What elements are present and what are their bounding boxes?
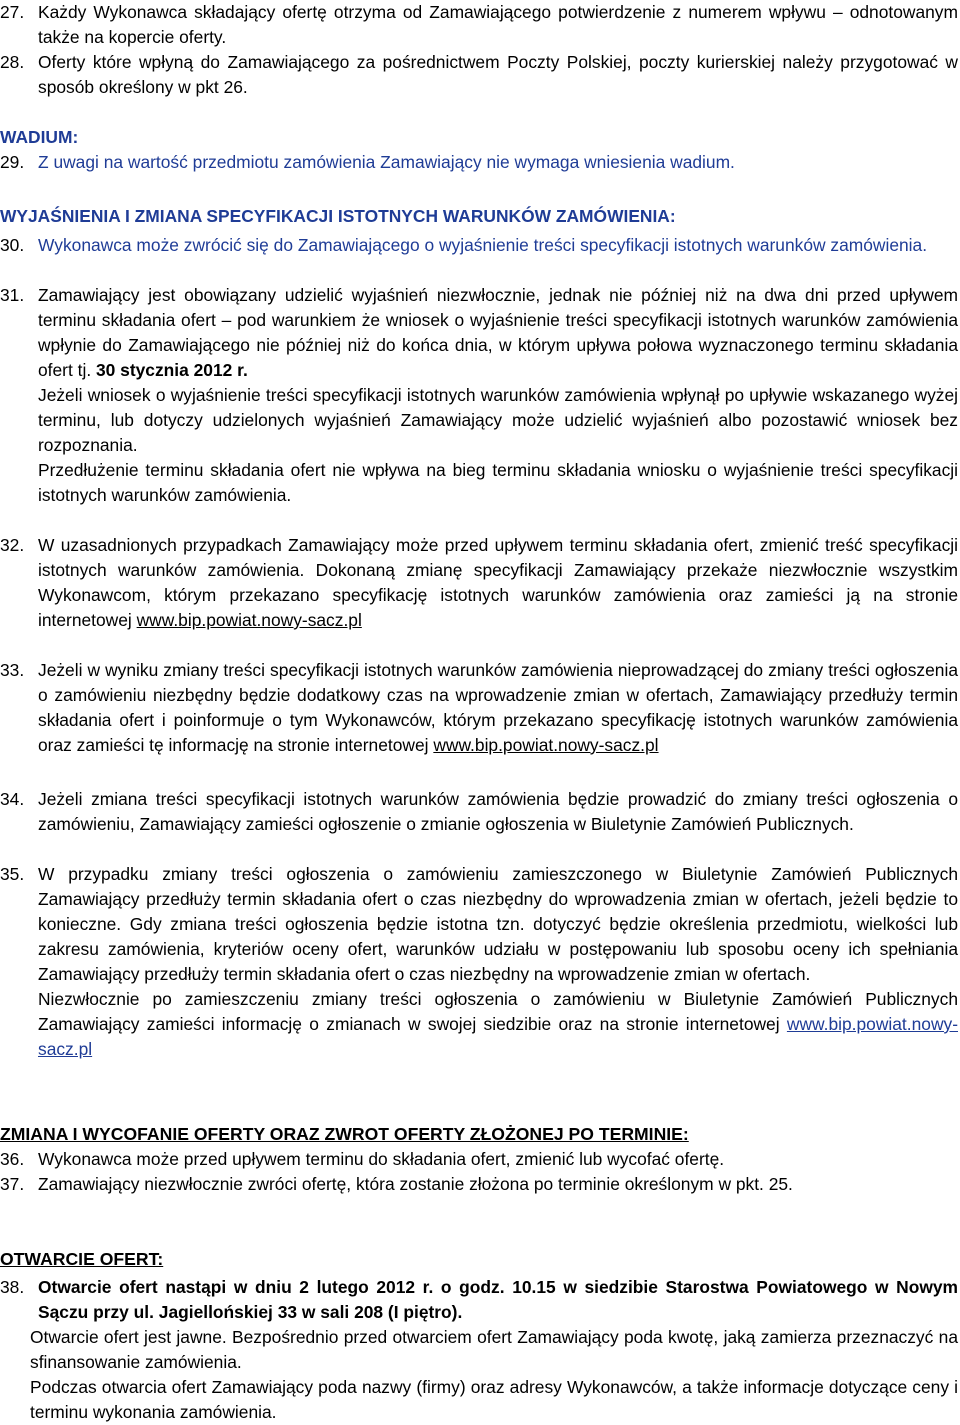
list-item-33 [0, 658, 960, 758]
item-paragraph: Podczas otwarcia ofert Zamawiający poda nazwy (firmy) oraz adresy Wykonawców, a także informacje dotyczące ceny i terminu wykonania zamówienia. [30, 1377, 958, 1422]
list-item-31 [0, 283, 960, 508]
item-number: 38. [0, 1277, 25, 1297]
item-number: 36. [0, 1149, 25, 1169]
item-text: Wykonawca może przed upływem terminu do składania ofert, zmienić lub wycofać ofertę. [38, 1149, 725, 1169]
list-item-36 [0, 1147, 960, 1172]
item-text: Zamawiający niezwłocznie zwróci ofertę, która zostanie złożona po terminie określonym w pkt. 25. [38, 1174, 793, 1194]
item-text: Z uwagi na wartość przedmiotu zamówienia Zamawiający nie wymaga wniesienia wadium. [38, 152, 735, 172]
item-number: 29. [0, 152, 25, 172]
item-text: Jeżeli w wyniku zmiany treści specyfikacji istotnych warunków zamówienia nieprowadzącej do zmiany treści ogłoszenia o zamówieniu niezbędny będzie dodatkowy czas na wprowadzenie zmian w ofertach, Zamawiający przedłuży termin składania ofert i poinformuje o tym Wykonawców, którym przekazano specyfikację istotnych warunków zamówienia oraz zamieści tę informację na stronie internetowej [38, 660, 958, 755]
item-number: 34. [0, 789, 25, 809]
item-paragraph: Przedłużenie terminu składania ofert nie wpływa na bieg terminu składania wniosku o wyjaśnienie treści specyfikacji istotnych warunków zamówienia. [38, 460, 958, 505]
item-paragraph: Otwarcie ofert jest jawne. Bezpośrednio przed otwarciem ofert Zamawiający poda kwotę, jaką zamierza przeznaczyć na sfinansowanie zamówienia. [30, 1327, 958, 1372]
deadline-date: 30 stycznia 2012 r. [96, 360, 248, 380]
item-text: Wykonawca może zwrócić się do Zamawiającego o wyjaśnienie treści specyfikacji istotnych warunków zamówienia. [38, 235, 928, 255]
item-number: 32. [0, 535, 25, 555]
item-number: 35. [0, 864, 25, 884]
list-item-32 [0, 533, 960, 633]
item-number: 28. [0, 52, 25, 72]
bip-link[interactable]: www.bip.powiat.nowy-sacz.pl [38, 1014, 958, 1059]
section-heading-zmiana: ZMIANA I WYCOFANIE OFERTY ORAZ ZWROT OFERTY ZŁOŻONEJ PO TERMINIE: [0, 1124, 689, 1144]
item-number: 31. [0, 285, 25, 305]
list-item-27 [0, 0, 960, 50]
item-text: Jeżeli zmiana treści specyfikacji istotnych warunków zamówienia będzie prowadzić do zmiany treści ogłoszenia o zamówieniu, Zamawiający zamieści ogłoszenie o zmianie ogłoszenia w Biuletynie Zamówień Publicznych. [38, 789, 958, 834]
bip-link[interactable]: www.bip.powiat.nowy-sacz.pl [136, 610, 362, 630]
section-heading-wyjasnienia: WYJAŚNIENIA I ZMIANA SPECYFIKACJI ISTOTNYCH WARUNKÓW ZAMÓWIENIA: [0, 206, 676, 226]
section-heading-wadium: WADIUM: [0, 127, 79, 147]
list-item-38 [0, 1275, 960, 1325]
item-paragraph [38, 987, 958, 1062]
item-text: W przypadku zmiany treści ogłoszenia o zamówieniu zamieszczonego w Biuletynie Zamówień Publicznych Zamawiający przedłuży termin składania ofert o czas niezbędny do wprowadzenia zmian w ofertach, jeżeli będzie to konieczne. Gdy zmiana treści ogłoszenia będzie istotna tzn. dotyczyć będzie określenia przedmiotu, wielkości lub zakresu zamówienia, kryteriów oceny ofert, warunków udziału w postępowaniu lub sposobu oceny ich spełniania Zamawiający przedłuży termin składania ofert o czas niezbędny na wprowadzenie zmian w ofertach. [38, 864, 958, 984]
item-text: Otwarcie ofert nastąpi w dniu 2 lutego 2012 r. o godz. 10.15 w siedzibie Starostwa Powiatowego w Nowym Sączu przy ul. Jagiellońskiej 33 w sali 208 (I piętro). [38, 1277, 958, 1322]
list-item-37 [0, 1172, 960, 1197]
item-number: 37. [0, 1174, 25, 1194]
item-number: 33. [0, 660, 25, 680]
list-item-29 [0, 150, 960, 175]
list-item-35 [0, 862, 960, 1062]
list-item-34 [0, 787, 960, 837]
item-text: Oferty które wpłyną do Zamawiającego za pośrednictwem Poczty Polskiej, poczty kurierskiej należy przygotować w sposób określony w pkt 26. [38, 52, 958, 97]
list-item-30 [0, 233, 960, 258]
item-text: Zamawiający jest obowiązany udzielić wyjaśnień niezwłocznie, jednak nie później niż na dwa dni przed upływem terminu składania ofert – pod warunkiem że wniosek o wyjaśnienie treści specyfikacji istotnych warunków zamówienia wpłynie do Zamawiającego nie później niż do końca dnia, w którym upływa połowa wyznaczonego terminu składania ofert tj. [38, 285, 958, 380]
item-number: 27. [0, 2, 25, 22]
bip-link[interactable]: www.bip.powiat.nowy-sacz.pl [433, 735, 659, 755]
item-paragraph-text: Niezwłocznie po zamieszczeniu zmiany treści ogłoszenia o zamówieniu w Biuletynie Zamówień Publicznych Zamawiający zamieści informację o zmianach w swojej siedzibie oraz na stronie internetowej [38, 989, 958, 1034]
item-number: 30. [0, 235, 25, 255]
item-text: W uzasadnionych przypadkach Zamawiający może przed upływem terminu składania ofert, zmienić treść specyfikacji istotnych warunków zamówienia. Dokonaną zmianę specyfikacji Zamawiający przekaże niezwłocznie wszystkim Wykonawcom, którym przekazano specyfikację istotnych warunków zamówienia oraz zamieści ją na stronie internetowej [38, 535, 958, 630]
item-text: Każdy Wykonawca składający ofertę otrzyma od Zamawiającego potwierdzenie z numerem wpływu – odnotowanym także na kopercie oferty. [38, 2, 958, 47]
list-item-28 [0, 50, 960, 100]
item-paragraph: Jeżeli wniosek o wyjaśnienie treści specyfikacji istotnych warunków zamówienia wpłynął po upływie wskazanego wyżej terminu, lub dotyczy udzielonych wyjaśnień Zamawiający może udzielić wyjaśnień albo pozostawić wniosek bez rozpoznania. [38, 385, 958, 455]
section-heading-otwarcie: OTWARCIE OFERT: [0, 1249, 164, 1269]
